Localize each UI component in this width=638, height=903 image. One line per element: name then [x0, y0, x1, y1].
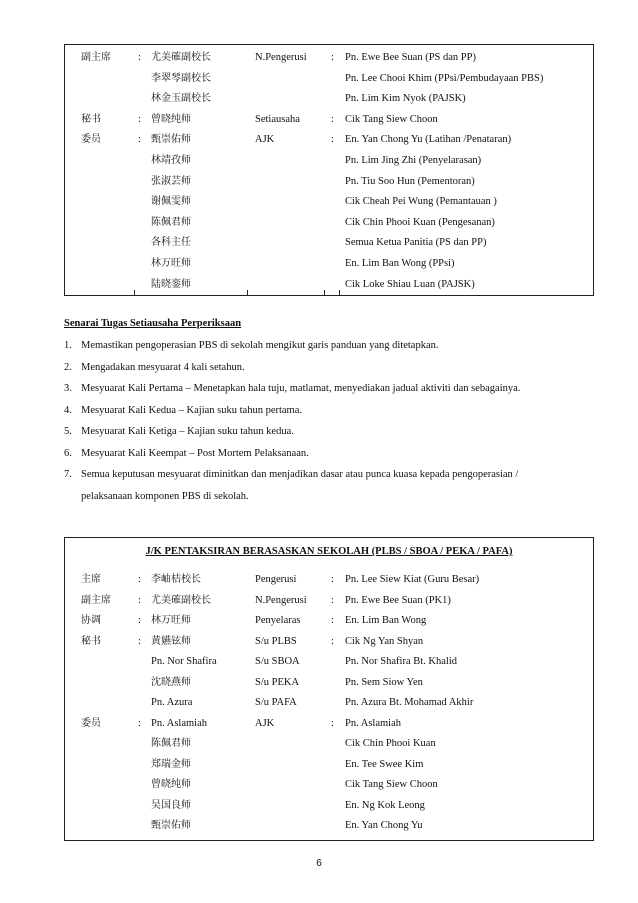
name-en: En. Lim Ban Wong [345, 615, 427, 626]
name-en: En. Lim Ban Wong (PPsi) [345, 258, 455, 269]
list-text: Mesyuarat Kali Pertama – Menetapkan hala tuju, matlamat, menyediakan jadual aktiviti dan sebagainya. [81, 383, 521, 394]
colon: : [331, 717, 334, 729]
table-row [65, 632, 593, 652]
name-zh: 林万旺师 [151, 615, 191, 626]
name-zh: 李岫桔校长 [151, 574, 201, 585]
colon: : [331, 113, 334, 125]
name-en: Cik Tang Siew Choon [345, 779, 438, 790]
table-row [65, 172, 593, 192]
list-text: Mesyuarat Kali Ketiga – Kajian suku tahun kedua. [81, 426, 294, 437]
table-row [65, 775, 593, 795]
list-text: pelaksanaan komponen PBS di sekolah. [81, 491, 249, 502]
table-row [65, 673, 593, 693]
table-row [65, 192, 593, 212]
role-zh: 秘书 [81, 635, 101, 647]
name-zh: 曾晓纯师 [151, 113, 191, 125]
role-zh: 协调 [81, 615, 101, 626]
role-en: S/u PLBS [255, 635, 297, 647]
table-row [65, 693, 593, 713]
table-row [65, 213, 593, 233]
role-zh: 秘书 [81, 113, 101, 125]
name-zh: 黄嬿铉师 [151, 635, 191, 647]
name-en: Pn. Lim Kim Nyok (PAJSK) [345, 93, 466, 105]
colon: : [331, 635, 334, 647]
table-row [65, 816, 593, 836]
list-text: Memastikan pengoperasian PBS di sekolah mengikut garis panduan yang ditetapkan. [81, 340, 439, 351]
table-row [65, 254, 593, 274]
list-number: 4. [64, 404, 72, 416]
table-row [65, 796, 593, 816]
role-en: S/u PAFA [255, 697, 297, 708]
name-zh: Pn. Aslamiah [151, 717, 208, 729]
table-row [65, 734, 593, 754]
role-en: Pengerusi [255, 574, 297, 585]
name-zh: 张淑芸师 [151, 175, 191, 187]
name-en: Cik Cheah Pei Wung (Pemantauan ) [345, 196, 497, 208]
list-number: 1. [64, 340, 72, 351]
name-zh: 林金玉副校长 [151, 93, 211, 105]
colon: : [138, 594, 141, 606]
name-zh: 林万旺师 [151, 258, 191, 269]
name-en: Cik Tang Siew Choon [345, 113, 438, 125]
colon: : [138, 574, 141, 585]
table-row [65, 48, 593, 68]
role-zh: 副主席 [81, 52, 111, 63]
role-en: AJK [255, 717, 275, 729]
role-zh: 副主席 [81, 594, 111, 606]
name-zh: Pn. Nor Shafira [151, 656, 217, 667]
colon: : [138, 113, 141, 125]
committee-2-title: J/K PENTAKSIRAN BERASASKAN SEKOLAH (PLBS / SBOA / PEKA / PAFA) [145, 546, 513, 557]
colon: : [331, 615, 334, 626]
name-en: Pn. Tiu Soo Hun (Pementoran) [345, 175, 475, 187]
name-en: Pn. Ewe Bee Suan (PS dan PP) [345, 52, 476, 63]
table-row [65, 652, 593, 672]
list-number: 5. [64, 426, 72, 437]
name-zh: 曾晓纯师 [151, 779, 191, 790]
name-en: En. Yan Chong Yu (Latihan /Penataran) [345, 134, 512, 146]
list-number: 2. [64, 361, 72, 373]
role-en: N.Pengerusi [255, 594, 307, 606]
name-zh: 陈佩君师 [151, 216, 191, 228]
name-zh: 吴国良师 [151, 799, 191, 811]
colon: : [331, 574, 334, 585]
name-zh: 甄崇佑师 [151, 134, 191, 146]
name-en: Cik Ng Yan Shyan [345, 635, 424, 647]
name-en: Pn. Ewe Bee Suan (PK1) [345, 594, 451, 606]
table-row [65, 570, 593, 590]
list-text: Mesyuarat Kali Kedua – Kajian suku tahun pertama. [81, 404, 303, 416]
role-en: AJK [255, 134, 275, 146]
role-en: S/u SBOA [255, 656, 300, 667]
name-zh: 郑瑞金师 [151, 758, 191, 770]
colon: : [331, 594, 334, 606]
name-zh: 林靖孜师 [151, 155, 191, 166]
name-en: Cik Loke Shiau Luan (PAJSK) [345, 278, 475, 290]
table-row [65, 151, 593, 171]
name-zh: 甄崇佑师 [151, 820, 191, 831]
committee-table-1 [64, 44, 594, 296]
list-number: 3. [64, 383, 72, 394]
colon: : [138, 635, 141, 647]
role-zh: 委员 [81, 717, 101, 729]
name-zh: 尤美確副校长 [151, 594, 211, 606]
table-row [65, 130, 593, 150]
table-row [65, 591, 593, 611]
name-en: Semua Ketua Panitia (PS dan PP) [345, 237, 487, 249]
role-en: Penyelaras [255, 615, 301, 626]
colon: : [331, 134, 334, 146]
name-en: En. Ng Kok Leong [345, 799, 425, 811]
name-en: Pn. Lee Siew Kiat (Guru Besar) [345, 574, 480, 585]
list-text: Mengadakan mesyuarat 4 kali setahun. [81, 361, 245, 373]
role-zh: 主席 [81, 574, 101, 585]
page-number: 6 [316, 858, 322, 869]
name-zh: 沈晓燕师 [151, 676, 191, 688]
name-zh: 各科主任 [151, 237, 191, 249]
duties-section [64, 318, 594, 502]
table-row [65, 755, 593, 775]
role-en: N.Pengerusi [255, 52, 307, 63]
name-en: Pn. Aslamiah [345, 717, 402, 729]
name-zh: Pn. Azura [151, 697, 193, 708]
table-row [65, 714, 593, 734]
name-en: Pn. Sem Siow Yen [345, 676, 423, 688]
colon: : [138, 717, 141, 729]
name-en: En. Yan Chong Yu [345, 820, 423, 831]
committee-table-2 [64, 537, 594, 841]
name-en: Pn. Azura Bt. Mohamad Akhir [345, 697, 474, 708]
name-en: Cik Chin Phooi Kuan (Pengesanan) [345, 216, 495, 228]
name-en: Pn. Nor Shafira Bt. Khalid [345, 656, 457, 667]
colon: : [138, 615, 141, 626]
role-en: S/u PEKA [255, 676, 300, 688]
table-row [65, 110, 593, 130]
list-number: 6. [64, 447, 72, 459]
name-en: Pn. Lee Chooi Khim (PPsi/Pembudayaan PBS) [345, 72, 544, 84]
table-row [65, 69, 593, 89]
name-en: Cik Chin Phooi Kuan [345, 738, 436, 749]
name-en: Pn. Lim Jing Zhi (Penyelarasan) [345, 155, 482, 166]
colon: : [138, 52, 141, 63]
name-en: En. Tee Swee Kim [345, 758, 424, 770]
table-row [65, 275, 593, 295]
role-zh: 委员 [81, 134, 101, 146]
list-text: Semua keputusan mesyuarat diminitkan dan menjadikan dasar atau punca kuasa kepada pengoperasian / [81, 469, 519, 480]
name-zh: 尤美確副校长 [151, 52, 211, 63]
table-row [65, 89, 593, 109]
duties-title: Senarai Tugas Setiausaha Perperiksaan [64, 318, 242, 329]
colon: : [138, 134, 141, 146]
name-zh: 陈佩君师 [151, 738, 191, 749]
table-row [65, 611, 593, 631]
name-zh: 谢佩雯师 [151, 196, 191, 208]
list-number: 7. [64, 469, 72, 480]
name-zh: 陆晓銮师 [151, 278, 191, 290]
role-en: Setiausaha [255, 113, 300, 125]
colon: : [331, 52, 334, 63]
table-row [65, 233, 593, 253]
name-zh: 李翠琴副校长 [151, 72, 211, 84]
list-text: Mesyuarat Kali Keempat – Post Mortem Pelaksanaan. [81, 447, 309, 459]
